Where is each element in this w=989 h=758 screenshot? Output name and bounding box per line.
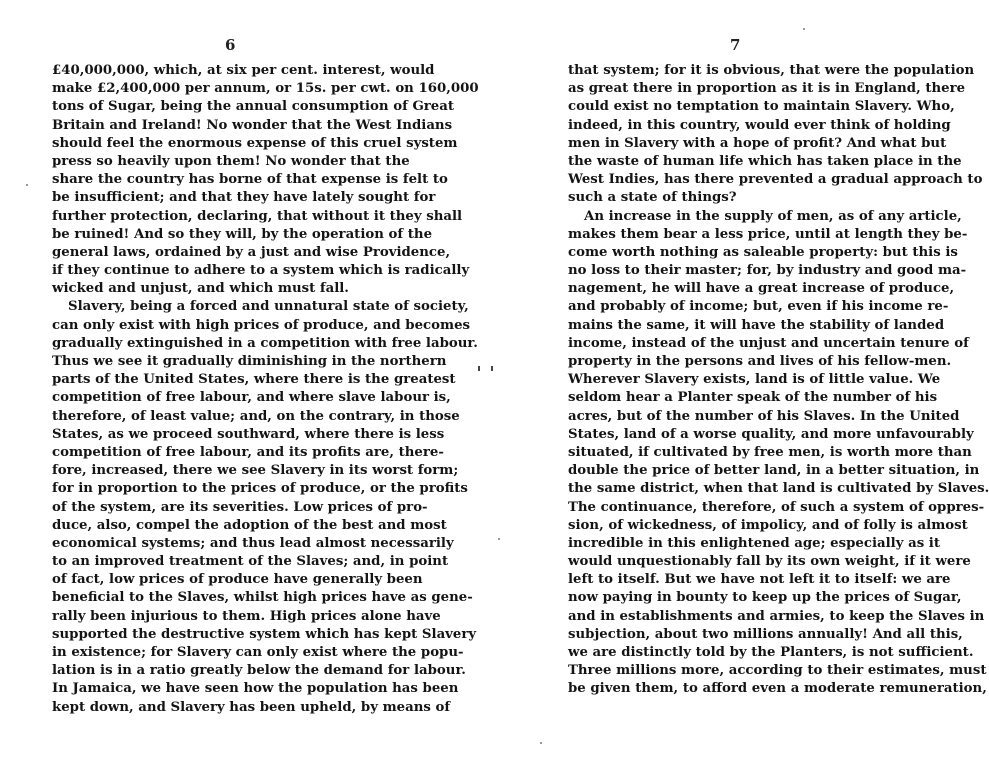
text-line: mains the same, it will have the stability of landed bbox=[568, 317, 945, 333]
text-line: left to itself. But we have not left it to itself: we are bbox=[568, 572, 951, 588]
text-line: would unquestionably fall by its own weight, if it were bbox=[568, 554, 971, 570]
text-line: can only exist with high prices of produce, and becomes bbox=[52, 317, 471, 333]
text-line: sion, of wickedness, of impolicy, and of folly is almost bbox=[568, 517, 968, 533]
paper-speck bbox=[498, 538, 500, 540]
text-line: that system; for it is obvious, that were the population bbox=[568, 63, 975, 78]
text-line: no loss to their master; for, by industry and good ma- bbox=[568, 263, 967, 279]
text-line: of fact, low prices of produce have generally been bbox=[52, 572, 423, 588]
text-line: come worth nothing as saleable property: but this is bbox=[568, 244, 958, 260]
text-line: duce, also, compel the adoption of the best and most bbox=[52, 517, 447, 533]
right-page bbox=[490, 0, 989, 758]
text-line: now paying in bounty to keep up the prices of Sugar, bbox=[568, 590, 962, 606]
paper-speck bbox=[26, 184, 28, 186]
text-line: as great there in proportion as it is in England, there bbox=[568, 81, 966, 97]
text-line: Thus we see it gradually diminishing in the northern bbox=[52, 354, 447, 369]
text-line: should feel the enormous expense of this cruel system bbox=[52, 135, 458, 151]
text-line: if they continue to adhere to a system which is radically bbox=[52, 263, 470, 279]
text-line: be insufficient; and that they have lately sought for bbox=[52, 190, 436, 206]
page-number-right: 7 bbox=[730, 36, 741, 54]
text-line: seldom hear a Planter speak of the number of his bbox=[568, 390, 938, 406]
text-line: The continuance, therefore, of such a system of oppres- bbox=[568, 499, 985, 515]
text-line: £40,000,000, which, at six per cent. interest, would bbox=[52, 63, 435, 78]
text-line: Slavery, being a forced and unnatural state of society, bbox=[68, 299, 469, 315]
left-page-text bbox=[52, 62, 479, 717]
text-line: wicked and unjust, and which must fall. bbox=[52, 281, 349, 297]
text-line: could exist no temptation to maintain Slavery. Who, bbox=[568, 99, 955, 115]
paper-speck bbox=[803, 28, 805, 30]
text-line: of the system, are its severities. Low prices of pro- bbox=[52, 499, 428, 515]
text-line: competition of free labour, and where slave labour is, bbox=[52, 390, 451, 406]
paper-speck bbox=[540, 742, 542, 744]
text-line: double the price of better land, in a better situation, in bbox=[568, 463, 980, 479]
text-line: supported the destructive system which has kept Slavery bbox=[52, 626, 477, 642]
text-line: be ruined! And so they will, by the operation of the bbox=[52, 226, 433, 242]
text-line: States, land of a worse quality, and more unfavourably bbox=[568, 426, 974, 442]
text-line: general laws, ordained by a just and wise Providence, bbox=[52, 244, 451, 260]
left-page bbox=[0, 0, 480, 758]
text-line: in existence; for Slavery can only exist where the popu- bbox=[52, 645, 464, 660]
text-line: tons of Sugar, being the annual consumption of Great bbox=[52, 99, 455, 115]
text-line: An increase in the supply of men, as of any article, bbox=[584, 208, 962, 224]
text-line: economical systems; and thus lead almost necessarily bbox=[52, 535, 454, 551]
bleed-through-smudge bbox=[682, 704, 922, 714]
text-line: be given them, to afford even a moderate remuneration, bbox=[568, 681, 987, 697]
text-line: and in establishments and armies, to keep the Slaves in bbox=[568, 608, 985, 624]
text-line: makes them bear a less price, until at length they be- bbox=[568, 226, 968, 242]
text-line: the same district, when that land is cultivated by Slaves. bbox=[568, 481, 989, 497]
text-line: and probably of income; but, even if his income re- bbox=[568, 299, 949, 315]
text-line: competition of free labour, and its profits are, there- bbox=[52, 444, 444, 460]
text-line: make £2,400,000 per annum, or 15s. per cwt. on 160,000 bbox=[52, 81, 479, 97]
text-line: such a state of things? bbox=[568, 190, 737, 206]
right-page-text bbox=[568, 62, 989, 699]
text-line: acres, but of the number of his Slaves. In the United bbox=[568, 408, 960, 424]
text-line: parts of the United States, where there is the greatest bbox=[52, 372, 456, 388]
text-line: Wherever Slavery exists, land is of little value. We bbox=[568, 372, 941, 388]
text-line: for in proportion to the prices of produce, or the profits bbox=[52, 481, 468, 497]
text-line: gradually extinguished in a competition with free labour. bbox=[52, 335, 478, 351]
page-number-left: 6 bbox=[225, 36, 236, 54]
text-line: West Indies, has there prevented a gradual approach to bbox=[568, 172, 983, 188]
text-line: to an improved treatment of the Slaves; and, in point bbox=[52, 554, 449, 570]
text-line: men in Slavery with a hope of profit? And what but bbox=[568, 135, 947, 151]
text-line: the waste of human life which has taken place in the bbox=[568, 153, 962, 169]
text-line: press so heavily upon them! No wonder that the bbox=[52, 153, 410, 169]
text-line: property in the persons and lives of his fellow-men. bbox=[568, 354, 952, 369]
text-line: beneficial to the Slaves, whilst high prices have as gene- bbox=[52, 590, 473, 606]
text-line: income, instead of the unjust and uncertain tenure of bbox=[568, 335, 969, 351]
text-line: therefore, of least value; and, on the contrary, in those bbox=[52, 408, 460, 424]
text-line: States, as we proceed southward, where there is less bbox=[52, 426, 445, 442]
text-line: further protection, declaring, that without it they shall bbox=[52, 208, 463, 224]
text-line: situated, if cultivated by free men, is worth more than bbox=[568, 444, 972, 460]
text-line: nagement, he will have a great increase of produce, bbox=[568, 281, 955, 297]
text-line: incredible in this enlightened age; especially as it bbox=[568, 535, 941, 551]
text-line: subjection, about two millions annually! And all this, bbox=[568, 626, 963, 642]
text-line: rally been injurious to them. High prices alone have bbox=[52, 608, 441, 624]
text-line: fore, increased, there we see Slavery in its worst form; bbox=[52, 463, 459, 479]
text-line: Three millions more, according to their estimates, must bbox=[568, 663, 987, 679]
text-line: indeed, in this country, would ever think of holding bbox=[568, 117, 951, 133]
text-line: share the country has borne of that expense is felt to bbox=[52, 172, 448, 188]
text-line: kept down, and Slavery has been upheld, by means of bbox=[52, 699, 451, 715]
text-line: Britain and Ireland! No wonder that the West Indians bbox=[52, 117, 453, 133]
text-line: we are distinctly told by the Planters, is not sufficient. bbox=[568, 645, 974, 660]
text-line: lation is in a ratio greatly below the demand for labour. bbox=[52, 663, 466, 679]
text-line: In Jamaica, we have seen how the population has been bbox=[52, 681, 459, 697]
